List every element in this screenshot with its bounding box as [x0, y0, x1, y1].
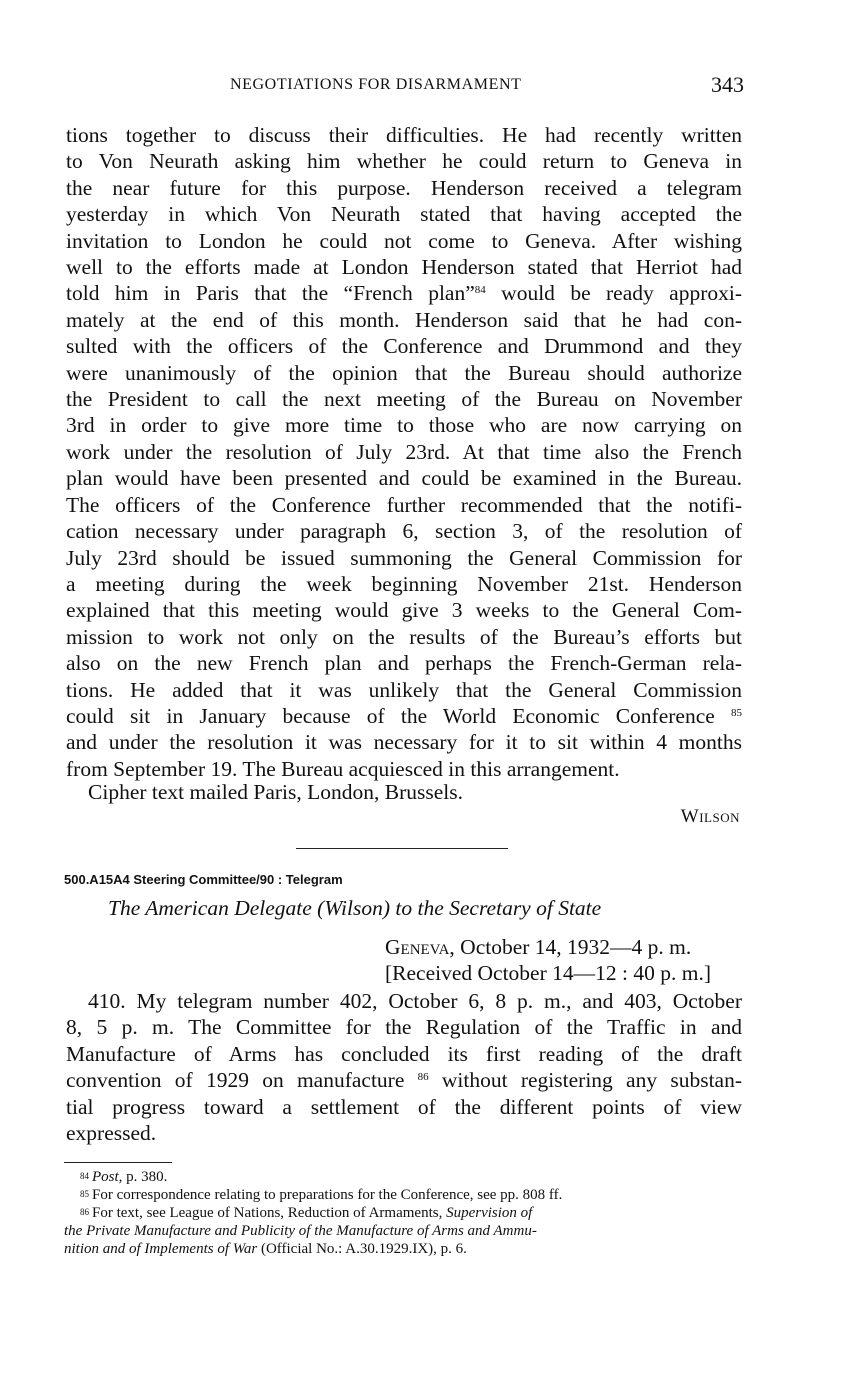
footnote-text: For text, see League of Nations, Reduction of Armaments,: [92, 1205, 447, 1221]
footnote-marker: 84: [80, 1171, 89, 1181]
paragraph-telegram-410: [66, 988, 742, 1146]
dateline: [385, 934, 711, 987]
file-reference: 500.A15A4 Steering Committee/90 : Telegram: [64, 872, 343, 887]
text-line: expressed.: [66, 1121, 157, 1146]
text-segment: would be ready approxi-: [485, 281, 743, 306]
running-title: NEGOTIATIONS FOR DISARMAMENT: [230, 76, 522, 93]
text-line: Manufacture of Arms has concluded its first reading of the draft: [66, 1041, 742, 1066]
text-segment: convention of 1929 on manufacture: [66, 1068, 405, 1093]
text-segment: without registering any substan-: [428, 1068, 743, 1093]
footnote-divider: [64, 1162, 172, 1163]
text-line: July 23rd should be issued summoning the General Commission for: [66, 545, 742, 570]
text-line: plan would have been presented and could be examined in the Bureau.: [66, 466, 742, 491]
text-line: 8, 5 p. m. The Committee for the Regulation of the Traffic in and: [66, 1015, 742, 1040]
footnote-marker: 86: [80, 1207, 89, 1217]
text-line: invitation to London he could not come to Geneva. After wishing: [66, 228, 742, 253]
text-line: mately at the end of this month. Henderson said that he had con-: [66, 307, 742, 332]
dateline-place: Geneva: [385, 935, 450, 959]
text-line: cation necessary under paragraph 6, section 3, of the resolution of: [66, 519, 742, 544]
text-line: were unanimously of the opinion that the Bureau should authorize: [66, 360, 742, 385]
text-line: tions. He added that it was unlikely that the General Commission: [66, 677, 742, 702]
text-line: to Von Neurath asking him whether he could return to Geneva in: [66, 149, 742, 174]
footnote-italic: the Private Manufacture and Publicity of the Manufacture of Arms and Ammu-: [64, 1223, 537, 1239]
text-line: 410. My telegram number 402, October 6, 8 p. m., and 403, October: [88, 989, 742, 1013]
footnote-text: (Official No.: A.30.1929.IX), p. 6.: [257, 1241, 467, 1257]
section-divider: [296, 848, 508, 849]
text-line: yesterday in which Von Neurath stated that having accepted the: [66, 202, 742, 227]
footnote-italic: Post,: [92, 1169, 123, 1185]
dateline-date: , October 14, 1932—4 p. m.: [449, 935, 692, 959]
footnote-marker: 85: [80, 1189, 89, 1199]
footnotes: [64, 1168, 744, 1258]
text-line: and under the resolution it was necessary for it to sit within 4 months: [66, 730, 742, 755]
text-line: a meeting during the week beginning November 21st. Henderson: [66, 571, 742, 596]
text-line: explained that this meeting would give 3 weeks to the General Com-: [66, 598, 742, 623]
text-line: tial progress toward a settlement of the different points of view: [66, 1094, 742, 1119]
footnote-ref-84: 84: [474, 284, 486, 297]
text-line: work under the resolution of July 23rd. At that time also the French: [66, 439, 742, 464]
footnote-italic: nition and of Implements of War: [64, 1241, 258, 1257]
text-line: [66, 280, 742, 306]
footnote-text: For correspondence relating to preparations for the Conference, see pp. 808 ff.: [92, 1187, 563, 1203]
dateline-received: [Received October 14—12 : 40 p. m.]: [385, 961, 711, 986]
text-line: well to the efforts made at London Henderson stated that Herriot had: [66, 255, 742, 280]
page-number: 343: [711, 72, 744, 97]
cipher-note: Cipher text mailed Paris, London, Brussels.: [88, 780, 464, 804]
document-heading: The American Delegate (Wilson) to the Secretary of State: [108, 896, 602, 920]
footnote-ref-86: 86: [417, 1071, 429, 1084]
footnote-86-continued: [64, 1240, 744, 1258]
footnote-ref-85: 85: [731, 706, 743, 719]
text-line: sulted with the officers of the Conference and Drummond and they: [66, 334, 742, 359]
dateline-sent: [385, 934, 711, 960]
signature: Wilson: [680, 806, 740, 827]
footnote-text: p. 380.: [122, 1169, 168, 1185]
text-segment: could sit in January because of the World Economic Conference: [66, 703, 715, 728]
text-line: from September 19. The Bureau acquiesced in this arrangement.: [66, 756, 620, 781]
text-line: mission to work not only on the results of the Bureau’s efforts but: [66, 624, 742, 649]
footnote-italic: Supervision of: [446, 1205, 533, 1221]
footnote-85: [64, 1186, 744, 1204]
text-segment: told him in Paris that the “French plan”: [66, 281, 475, 306]
text-line: 3rd in order to give more time to those who are now carrying on: [66, 413, 742, 438]
text-line: also on the new French plan and perhaps the French-German rela-: [66, 651, 742, 676]
text-line: the President to call the next meeting of the Bureau on November: [66, 387, 742, 412]
footnote-86: [64, 1204, 744, 1222]
text-line: The officers of the Conference further recommended that the notifi-: [66, 492, 742, 517]
text-line: [66, 1067, 742, 1093]
footnote-84: [64, 1168, 744, 1186]
text-line: tions together to discuss their difficulties. He had recently written: [66, 123, 742, 147]
running-header: [66, 72, 744, 100]
paragraph-henderson-report: [66, 122, 742, 782]
footnote-86-continued: [64, 1222, 744, 1240]
text-line: the near future for this purpose. Henderson received a telegram: [66, 175, 742, 200]
text-line: [66, 703, 742, 729]
